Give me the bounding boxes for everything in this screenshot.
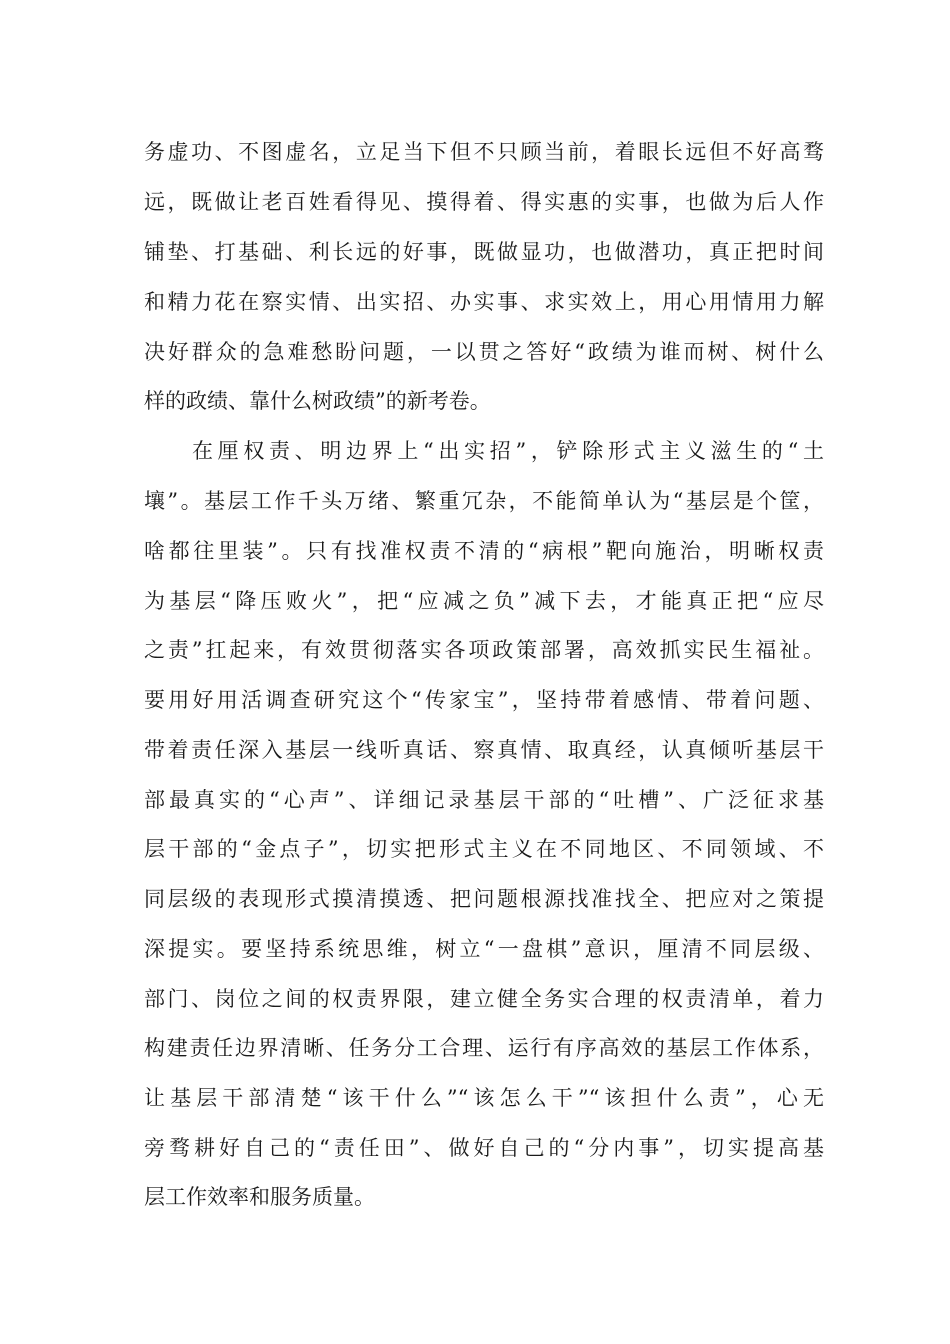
text-line: 之责”扛起来，有效贯彻落实各项政策部署，高效抓实民生福祉。 bbox=[144, 638, 824, 662]
text-line: 部门、岗位之间的权责界限，建立健全务实合理的权责清单，着力 bbox=[144, 987, 824, 1011]
text-line: 决好群众的急难愁盼问题，一以贯之答好“政绩为谁而树、树什么 bbox=[144, 340, 824, 364]
text-line: 带着责任深入基层一线听真话、察真情、取真经，认真倾听基层干 bbox=[144, 738, 824, 762]
text-line: 为基层“降压败火”，把“应减之负”减下去，才能真正把“应尽 bbox=[144, 589, 824, 613]
text-line: 要用好用活调查研究这个“传家宝”，坚持带着感情、带着问题、 bbox=[144, 688, 824, 712]
text-line: 铺垫、打基础、利长远的好事，既做显功，也做潜功，真正把时间 bbox=[144, 240, 824, 264]
text-line: 旁骛耕好自己的“责任田”、做好自己的“分内事”，切实提高基 bbox=[144, 1136, 824, 1160]
text-line: 层工作效率和服务质量。 bbox=[144, 1185, 375, 1209]
text-line: 远，既做让老百姓看得见、摸得着、得实惠的实事，也做为后人作 bbox=[144, 190, 824, 214]
text-line: 壤”。基层工作千头万绪、繁重冗杂，不能简单认为“基层是个筐， bbox=[144, 489, 824, 513]
text-line: 在厘权责、明边界上“出实招”，铲除形式主义滋生的“土 bbox=[192, 439, 824, 463]
text-line: 样的政绩、靠什么树政绩”的新考卷。 bbox=[144, 389, 491, 413]
text-line: 让基层干部清楚“该干什么”“该怎么干”“该担什么责”，心无 bbox=[144, 1086, 824, 1110]
text-line: 层干部的“金点子”，切实把形式主义在不同地区、不同领域、不 bbox=[144, 837, 824, 861]
text-line: 啥都往里装”。只有找准权责不清的“病根”靶向施治，明晰权责 bbox=[144, 539, 824, 563]
text-line: 深提实。要坚持系统思维，树立“一盘棋”意识，厘清不同层级、 bbox=[144, 937, 824, 961]
text-line: 务虚功、不图虚名，立足当下但不只顾当前，着眼长远但不好高骛 bbox=[144, 140, 824, 164]
text-line: 和精力花在察实情、出实招、办实事、求实效上，用心用情用力解 bbox=[144, 290, 824, 314]
text-line: 构建责任边界清晰、任务分工合理、运行有序高效的基层工作体系， bbox=[144, 1036, 824, 1060]
text-line: 部最真实的“心声”、详细记录基层干部的“吐槽”、广泛征求基 bbox=[144, 788, 824, 812]
text-line: 同层级的表现形式摸清摸透、把问题根源找准找全、把应对之策提 bbox=[144, 887, 824, 911]
